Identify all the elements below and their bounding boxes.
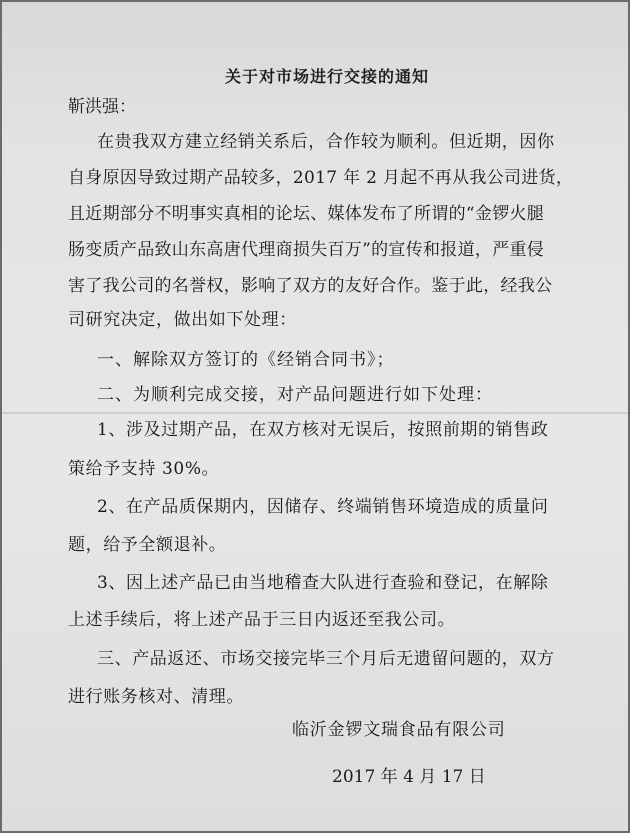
subitem-1-line-2: 策给予支持 30%。 <box>68 459 220 479</box>
body-line-5: 害了我公司的名誉权，影响了双方的友好合作。鉴于此，经我公 <box>68 276 553 296</box>
item-three-line-1: 三、产品返还、市场交接完毕三个月后无遗留问题的，双方 <box>97 649 555 669</box>
item-two: 二、为顺利完成交接，对产品问题进行如下处理： <box>97 385 493 405</box>
body-line-2: 自身原因导致过期产品较多，2017 年 2 月起不再从我公司进货， <box>68 168 574 188</box>
body-line-4: 肠变质产品致山东高唐代理商损失百万”的宣传和报道，严重侵 <box>68 240 545 260</box>
subitem-2-line-2: 题，给予全额退补。 <box>68 535 227 555</box>
body-line-6: 司研究决定，做出如下处理： <box>68 310 297 330</box>
subitem-1-line-1: 1、涉及过期产品，在双方核对无误后，按照前期的销售政 <box>97 420 549 440</box>
document-date: 2017 年 4 月 17 日 <box>332 767 486 787</box>
subitem-3-line-1: 3、因上述产品已由当地稽查大队进行查验和登记，在解除 <box>97 573 549 593</box>
subitem-3-line-2: 上述手续后，将上述产品于三日内返还至我公司。 <box>68 610 456 630</box>
notice-document <box>2 2 628 831</box>
item-three-line-2: 进行账务核对、清理。 <box>68 687 244 707</box>
document-title: 关于对市场进行交接的通知 <box>224 67 429 86</box>
salutation: 靳洪强： <box>68 97 136 117</box>
paper-fold <box>2 412 628 414</box>
subitem-2-line-1: 2、在产品质保期内，因储存、终端销售环境造成的质量问 <box>97 497 549 517</box>
item-one: 一、解除双方签订的《经销合同书》； <box>97 350 395 370</box>
body-line-1: 在贵我双方建立经销关系后，合作较为顺利。但近期，因你 <box>97 132 555 152</box>
company-name: 临沂金锣文瑞食品有限公司 <box>292 720 506 740</box>
body-line-3: 且近期部分不明事实真相的论坛、媒体发布了所谓的“金锣火腿 <box>68 204 545 224</box>
